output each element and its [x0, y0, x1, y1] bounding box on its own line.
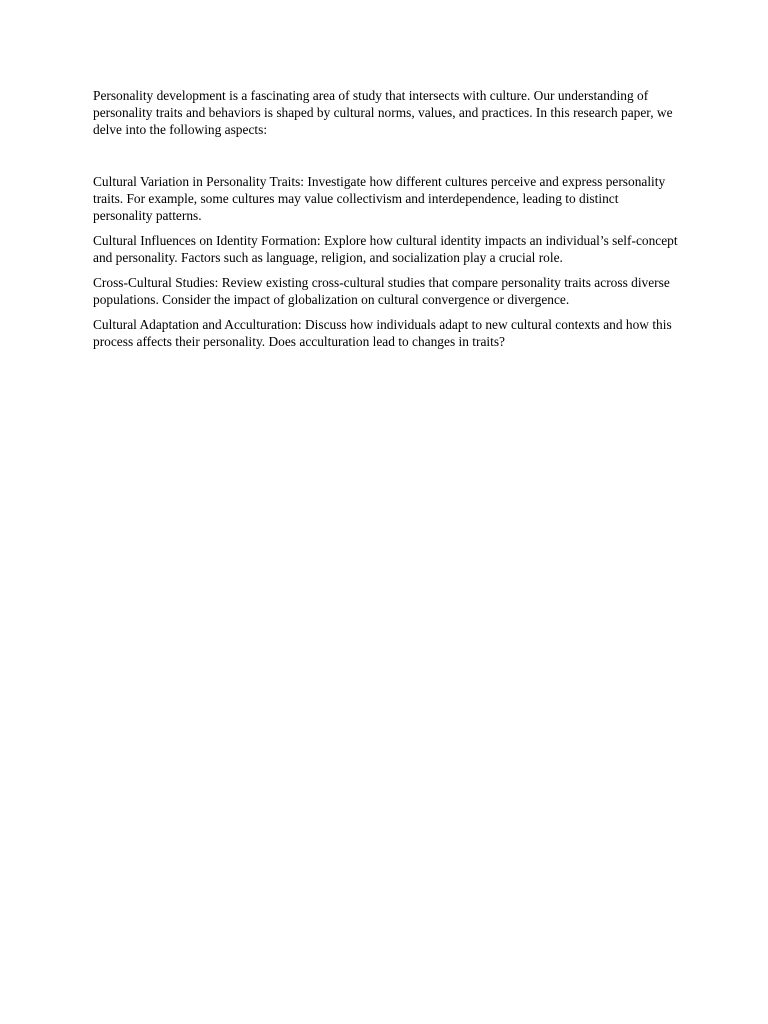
- aspect-paragraph-cross-cultural-studies: Cross-Cultural Studies: Review existing cross-cultural studies that compare personality traits across diverse populations. Consider the impact of globalization on cultural convergence or divergence.: [93, 275, 670, 307]
- aspect-paragraph-acculturation: Cultural Adaptation and Acculturation: Discuss how individuals adapt to new cultural contexts and how this process affects their personality. Does acculturation lead to changes in traits?: [93, 317, 672, 349]
- intro-paragraph: Personality development is a fascinating area of study that intersects with culture. Our understanding of personality traits and behaviors is shaped by cultural norms, values, and practices. In this research paper, we delve into the following aspects:: [93, 88, 673, 137]
- aspect-paragraph-cultural-variation: Cultural Variation in Personality Traits: Investigate how different cultures perceive and express personality traits. For example, some cultures may value collectivism and interdependence, leading to distinct personality patterns.: [93, 174, 666, 223]
- document-body: [93, 87, 678, 358]
- aspect-paragraph-identity-formation: Cultural Influences on Identity Formation: Explore how cultural identity impacts an individual’s self-concept and personality. Factors such as language, religion, and socialization play a crucial role.: [93, 233, 678, 265]
